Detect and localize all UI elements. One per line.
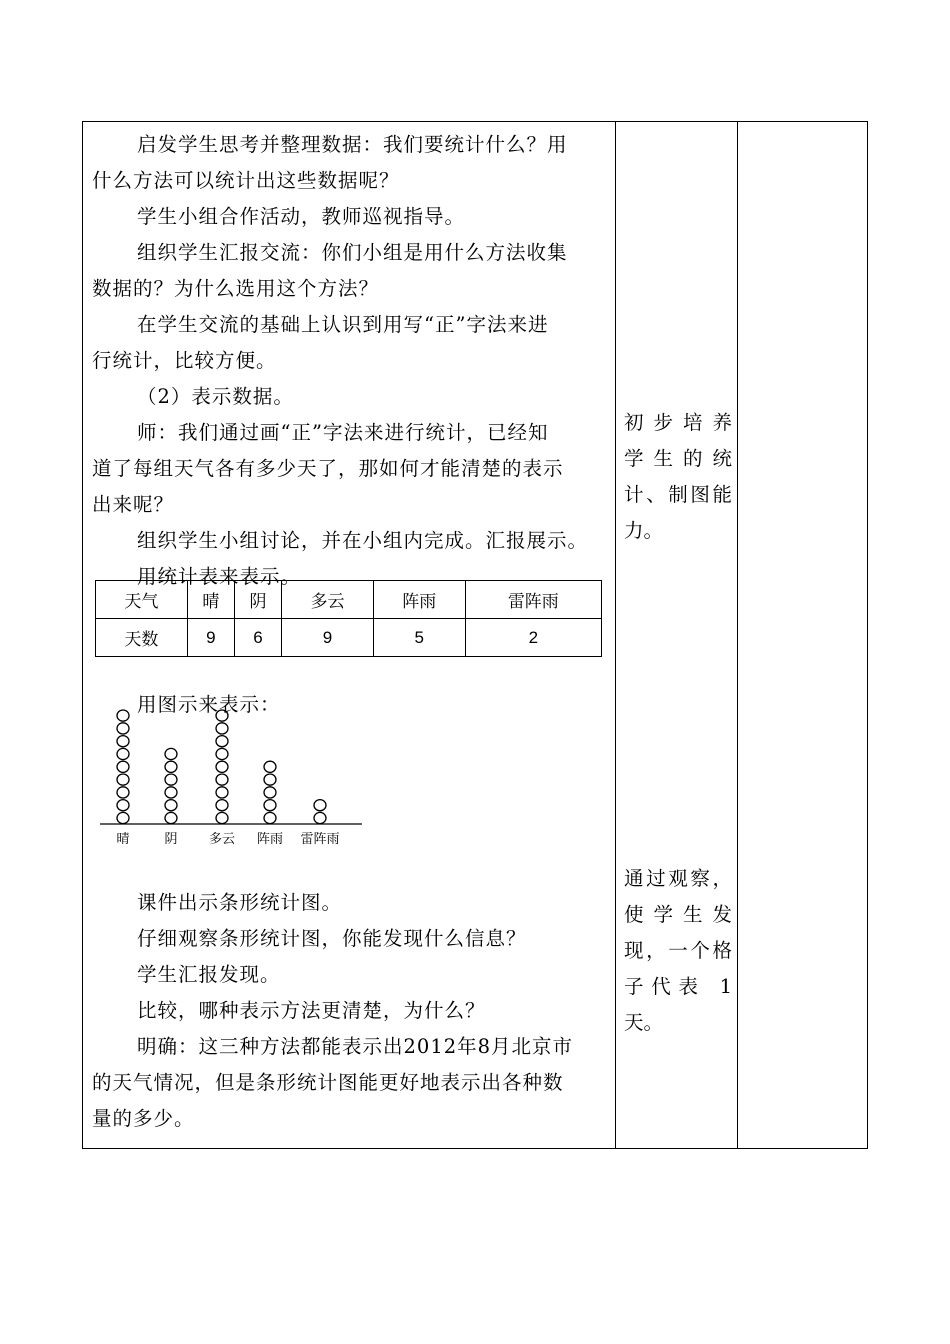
value-cell: 2 [465,619,601,657]
pictograph-circle [117,774,129,785]
pictograph-circle [117,787,129,798]
note-line: 天。 [624,1011,664,1034]
pictograph-label: 晴 [116,831,130,846]
paragraph-line: 明确：这三种方法都能表示出2012年8月北京市 [137,1035,574,1058]
paragraph-line: 量的多少。 [92,1107,195,1130]
pictograph-circle [216,787,228,798]
pictograph-circle [216,748,228,759]
pictograph-circle [216,774,228,785]
pictograph-circle [165,774,177,785]
paragraph-line: 在学生交流的基础上认识到用写“正”字法来进 [137,313,549,336]
note-line: 现，一个格 [624,939,732,962]
note-line: 子代表 1 [624,975,732,998]
pictograph-circle [264,800,276,811]
pictograph-circle [165,761,177,772]
pictograph-label: 雷阵雨 [300,831,340,846]
pictograph-label: 阵雨 [256,831,284,846]
paragraph-line: 启发学生思考并整理数据：我们要统计什么？用 [137,133,568,156]
paragraph-line: 数据的？为什么选用这个方法？ [92,277,380,300]
pictograph-circle [117,812,129,823]
paragraph-line: （2）表示数据。 [137,385,294,408]
pictograph-circle [216,710,228,721]
column-divider [615,122,616,1148]
paragraph-line: 比较，哪种表示方法更清楚，为什么？ [137,999,486,1022]
paragraph-line: 什么方法可以统计出这些数据呢？ [92,169,400,192]
paragraph-line: 用统计表来表示。 [137,565,302,588]
category-cell: 多云 [282,581,374,619]
pictograph-circle [117,723,129,734]
category-cell: 雷阵雨 [465,581,601,619]
pictograph-circle [264,761,276,772]
pictograph-circle [314,812,326,823]
pictograph-circle [165,787,177,798]
pictograph-circle [117,761,129,772]
pictograph-circle [117,800,129,811]
table-row [96,619,602,657]
pictograph-circle [216,761,228,772]
pictograph-circle [264,787,276,798]
paragraph-line: 组织学生小组讨论，并在小组内完成。汇报展示。 [137,529,589,552]
pictograph-circle [165,812,177,823]
note-line: 初步培养 [624,411,732,434]
pictograph-label: 多云 [208,831,236,846]
paragraph-line: 仔细观察条形统计图，你能发现什么信息？ [137,927,527,950]
note-line: 通过观察， [624,867,732,890]
design-note-2 [624,861,732,1041]
paragraph-line: 课件出示条形统计图。 [137,891,343,914]
note-line: 学生的统 [624,447,732,470]
pictograph-circle [165,800,177,811]
row-header: 天气 [96,581,188,619]
pictograph-circle [216,800,228,811]
circle-pictograph [96,700,366,850]
pictograph-circle [216,723,228,734]
weather-stat-table [95,580,602,657]
note-line: 力。 [624,519,664,542]
value-cell: 9 [282,619,374,657]
value-cell: 6 [234,619,281,657]
category-cell: 阵雨 [373,581,465,619]
pictograph-circle [117,736,129,747]
pictograph-circle [264,774,276,785]
pictograph-circle [165,748,177,759]
picture-caption: 用图示来表示： [137,693,281,716]
pictograph-circle [117,748,129,759]
pictograph-circle [117,710,129,721]
pictograph-circle [314,800,326,811]
value-cell: 9 [187,619,234,657]
paragraph-line: 学生汇报发现。 [137,963,281,986]
paragraph-line: 组织学生汇报交流：你们小组是用什么方法收集 [137,241,568,264]
column-divider [737,122,738,1148]
category-cell: 阴 [234,581,281,619]
pictograph-svg [96,700,366,850]
pictograph-label: 阴 [164,831,178,846]
paragraph-line: 师：我们通过画“正”字法来进行统计，已经知 [137,421,549,444]
pictograph-circle [216,736,228,747]
paragraph-line: 行统计，比较方便。 [92,349,277,372]
paragraph-line: 学生小组合作活动，教师巡视指导。 [137,205,466,228]
table-row [96,581,602,619]
design-note-1 [624,405,732,549]
pictograph-circle [216,812,228,823]
note-line: 使学生发 [624,903,732,926]
row-header: 天数 [96,619,188,657]
paragraph-line: 的天气情况，但是条形统计图能更好地表示出各种数 [92,1071,564,1094]
value-cell: 5 [373,619,465,657]
category-cell: 晴 [187,581,234,619]
paragraph-line: 出来呢？ [92,493,175,516]
pictograph-circle [264,812,276,823]
note-line: 计、制图能 [624,483,732,506]
paragraph-line: 道了每组天气各有多少天了，那如何才能清楚的表示 [92,457,564,480]
